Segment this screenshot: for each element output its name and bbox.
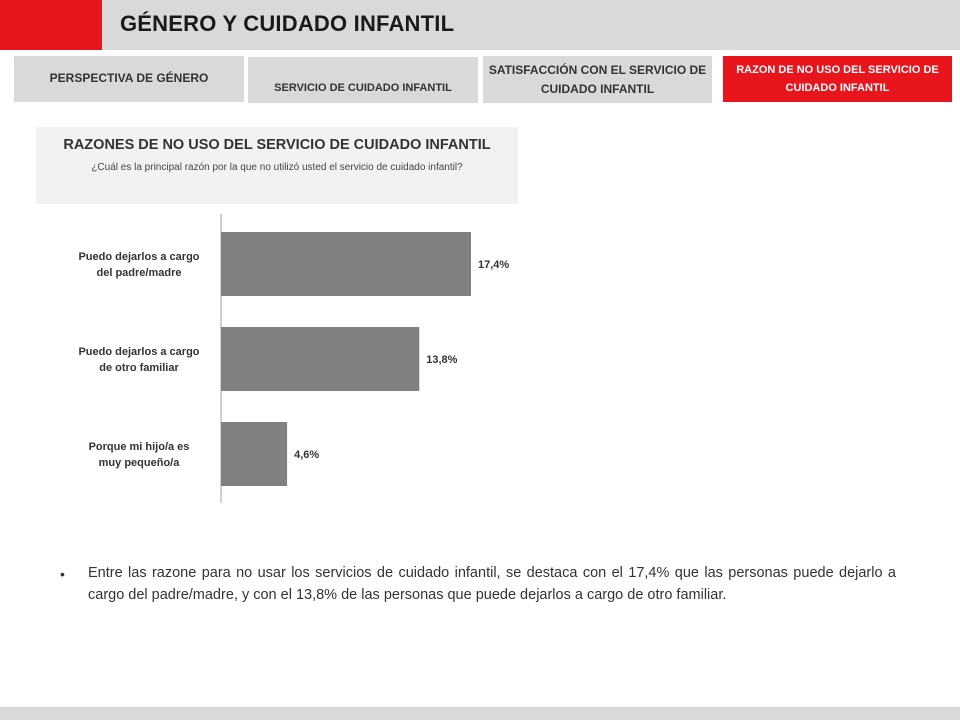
category-label-1-line-1: de otro familiar	[99, 362, 179, 374]
tab-servicio-de-cuidado-infantil[interactable]: SERVICIO DE CUIDADO INFANTIL	[248, 57, 478, 103]
summary-text: Entre las razone para no usar los servicios de cuidado infantil, se destaca con el 17,4% que las personas puede dejarlo a cargo del padre/madre, y con el 13,8% de las personas que puede dejarlos a cargo de otro familiar.	[88, 565, 896, 603]
tab-satisfaccion-servicio[interactable]: SATISFACCIÓN CON EL SERVICIO DE CUIDADO INFANTIL	[483, 56, 712, 103]
page-title: GÉNERO Y CUIDADO INFANTIL	[120, 11, 455, 36]
tab-perspectiva-de-genero[interactable]: PERSPECTIVA DE GÉNERO	[14, 56, 244, 102]
bar-0	[221, 232, 471, 296]
data-label-1: 13,8%	[426, 354, 458, 366]
category-label-2-line-0: Porque mi hijo/a es	[88, 441, 190, 453]
category-label-0-line-0: Puedo dejarlos a cargo	[78, 251, 200, 263]
chart-title: RAZONES DE NO USO DEL SERVICIO DE CUIDADO INFANTIL	[63, 137, 491, 153]
bullet-marker: •	[60, 566, 65, 582]
chart-subtitle: ¿Cuál es la principal razón por la que no utilizó usted el servicio de cuidado infantil?	[91, 162, 463, 173]
category-label-1-line-0: Puedo dejarlos a cargo	[78, 346, 200, 358]
data-label-0: 17,4%	[478, 259, 510, 271]
bar-2	[221, 422, 287, 486]
data-label-2: 4,6%	[294, 449, 320, 461]
category-label-0-line-1: del padre/madre	[96, 267, 182, 279]
tab-razon-no-uso[interactable]: RAZON DE NO USO DEL SERVICIO DE CUIDADO INFANTIL	[723, 56, 952, 102]
footer-bar	[0, 707, 960, 720]
category-label-2-line-1: muy pequeño/a	[98, 457, 180, 469]
bar-1	[221, 327, 419, 391]
